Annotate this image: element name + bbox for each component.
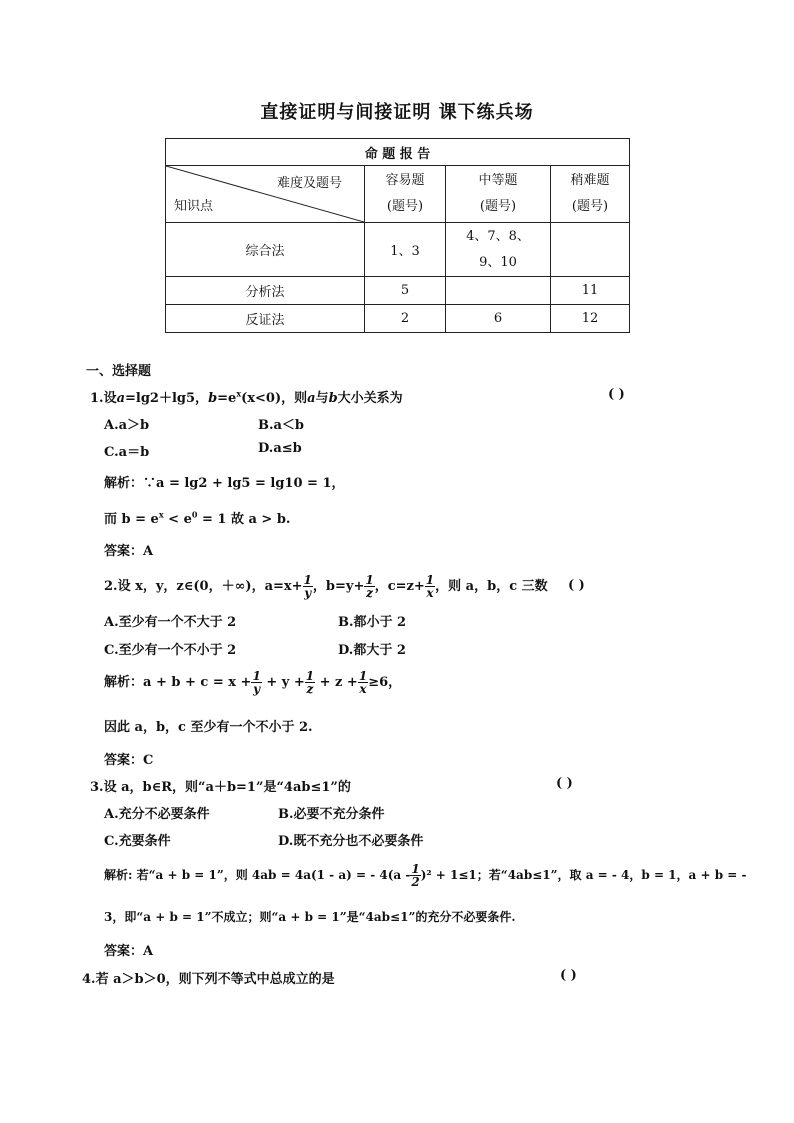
q1-option-b: B.a＜b [258,418,305,433]
q2-option-b: B.都小于 2 [338,615,407,630]
q2-option-d: D.都大于 2 [338,643,406,658]
q2-solution-line2: 因此 a，b，c 至少有一个不小于 2. [104,720,313,735]
q3-option-d: D.既不充分也不必要条件 [278,834,424,849]
q2-answer: 答案：C [104,753,154,768]
question-4-stem: 4.若 a＞b＞0，则下列不等式中总成立的是 [82,972,335,987]
question-2-stem: 2.设 x，y，z∈(0，＋∞)，a=x+ $\frac{1}{y}$ ，b=y+ $\frac{1}{z}$ ，c=z+ $\frac{1}{x}$ ，则 a，b，c 三数 [104,573,548,600]
q2-solution-line1: 解析：a + b + c = x + $\frac{1}{y}$ + y + $\frac{1}{z}$ + z + $\frac{1}{x}$ ≥6， [104,669,402,696]
q1-solution-line2: 而 $b = e^x < e^0 = 1$ 故 a > b. [104,509,291,527]
table-row: 综合法 1、3 4、7、8、 9、10 [166,223,630,277]
q1-option-c: C.a＝b [104,445,150,460]
question-1-stem: 1.设a=lg2＋lg5，$b=e^x(x<0)$，则a与b大小关系为 [90,388,403,406]
q2-option-c: C.至少有一个不小于 2 [104,643,237,658]
report-caption: 命 题 报 告 [166,139,630,166]
q1-answer: 答案：A [104,544,154,559]
corner-bottom-label: 知识点 [174,199,214,214]
page-title: 直接证明与间接证明 课下练兵场 [260,102,534,123]
corner-header-cell [166,166,365,223]
q2-option-a: A.至少有一个不大于 2 [104,615,237,630]
answer-blank-2: ( ) [568,578,585,593]
q1-solution-line1: 解析：∵a = lg2 + lg5 = lg10 = 1， [104,476,345,491]
corner-top-label: 难度及题号 [276,176,342,191]
q1-option-d: D.a≤b [258,441,302,456]
report-table [165,138,630,333]
q1-option-a: A.a＞b [104,418,150,433]
q3-option-a: A.充分不必要条件 [104,807,210,822]
table-row: 反证法 2 6 12 [166,305,630,333]
answer-blank-3: ( ) [556,776,573,791]
answer-blank-4: ( ) [560,968,577,983]
q3-option-c: C.充要条件 [104,834,171,849]
col-easy-header: 容易题 (题号) [365,166,446,223]
table-row: 分析法 5 11 [166,277,630,305]
q3-option-b: B.必要不充分条件 [278,807,385,822]
answer-blank-1: ( ) [608,387,625,402]
section-heading: 一、选择题 [86,364,152,379]
q3-solution-line1: 解析: 若“a + b = 1”，则 4ab = 4a(1 - a) = - 4(a - $\frac{1}{2}$ )² + 1≤1；若“4ab≤1”，取 a = - 4，b = 1，a + b = - [104,862,747,889]
question-3-stem: 3.设 a，b∈R，则“a＋b=1”是“4ab≤1”的 [90,780,351,795]
q3-answer: 答案：A [104,944,154,959]
q3-solution-line2: 3，即“a + b = 1”不成立；则“a + b = 1”是“4ab≤1”的充分不必要条件. [104,910,516,924]
col-hard-header: 稍难题 (题号) [551,166,630,223]
col-mid-header: 中等题 (题号) [446,166,551,223]
